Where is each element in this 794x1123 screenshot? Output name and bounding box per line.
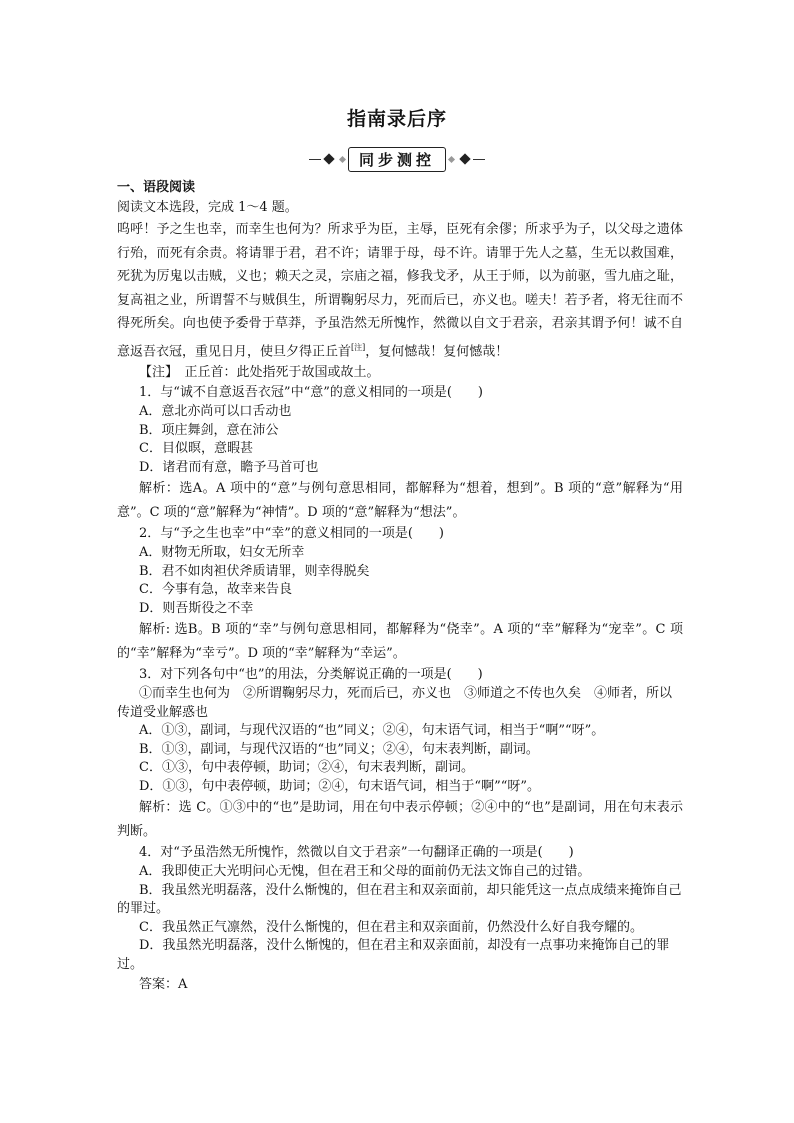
option-b: B．我虽然光明磊落，没什么惭愧的，但在君主和双亲面前，却只能凭这一点点成绩来掩饰自己的罪过。 <box>117 882 682 917</box>
option-b: B．①③，副词，与现代汉语的“也”同义；②④，句末表判断，副词。 <box>139 741 539 757</box>
question-stem: 1．与“诚不自意返吾衣冠”中“意”的意义相同的一项是( ) <box>139 385 483 401</box>
question-1 <box>117 383 683 524</box>
banner-label: 同步测控 <box>348 147 446 172</box>
page-title: 指南录后序 <box>346 108 447 130</box>
question-stem: 4．对“予虽浩然无所愧怍，然微以自文于君亲”一句翻译正确的一项是( ) <box>139 845 574 861</box>
option-b: B．项庄舞剑，意在沛公 <box>139 422 279 438</box>
option-c: C．①③，句中表停顿，助词；②④，句末表判断，副词。 <box>139 760 474 776</box>
footnote: 【注】 正丘首：此处指死于故国或故土。 <box>139 365 380 381</box>
section-heading: 一、语段阅读 <box>117 180 196 195</box>
answer: 答案：A <box>139 977 188 993</box>
analysis: 解析：选A。A 项中的“意”与例句意思相同，都解释为“想着，想到”。B 项的“意”解释为“用意”。C 项的“意”解释为“神情”。D 项的“意”解释为“想法”。 <box>117 481 683 520</box>
section-banner <box>0 146 794 172</box>
content-body <box>117 178 683 995</box>
option-a: A．①③，副词，与现代汉语的“也”同义；②④，句末语气词，相当于“啊”“呀”。 <box>139 723 605 739</box>
question-2 <box>117 524 683 665</box>
question-3 <box>117 665 683 843</box>
small-diamond-icon <box>339 155 346 162</box>
question-4 <box>117 843 683 995</box>
option-c: C．目似暝，意暇甚 <box>139 441 253 457</box>
diamond-icon <box>459 153 470 164</box>
small-diamond-icon <box>448 155 455 162</box>
analysis: 解析：选 C。①③中的“也”是助词，用在句中表示停顿；②④中的“也”是副词，用在句末表示判断。 <box>117 800 683 839</box>
option-c: C．我虽然正气凛然，没什么惭愧的，但在君主和双亲面前，仍然没什么好自我夸耀的。 <box>139 919 643 935</box>
instruction: 阅读文本选段，完成 1～4 题。 <box>117 200 298 215</box>
option-b: B．君不如肉袒伏斧质请罪，则幸得脱矣 <box>139 563 370 579</box>
reading-passage <box>117 218 683 363</box>
option-a: A．我即使正大光明问心无愧，但在君王和父母的面前仍无法文饰自己的过错。 <box>139 864 591 880</box>
option-a: A．意北亦尚可以口舌动也 <box>139 404 292 420</box>
option-d: D．诸君而有意，瞻予马首可也 <box>139 459 319 475</box>
analysis: 解析: 选B。B 项的“幸”与例句意思相同，都解释为“侥幸”。A 项的“幸”解释为“宠幸”。C 项的“幸”解释为“幸亏”。D 项的“幸”解释为“幸运”。 <box>117 622 683 661</box>
option-d: D．①③，句中表停顿，助词；②④，句末语气词，相当于“啊”“呀”。 <box>139 778 541 794</box>
passage-text: 呜呼！予之生也幸，而幸生也何为？所求乎为臣，主辱，臣死有余僇；所求乎为子，以父母之遗体行殆，而死有余责。将请罪于君，君不许；请罪于母，母不许。请罪于先人之墓，生无以救国难，死犹为厉鬼以击贼，义也；赖天之灵，宗庙之福，修我戈矛，从王于师，以为前驱，雪九庙之耻，复高祖之业，所谓誓不与贼俱生，所谓鞠躬尽力，死而后已，亦义也。嗟夫！若予者，将无往而不得死所矣。向也使予委骨于草莽，予虽浩然无所愧怍，然微以自文于君亲，君亲其谓予何！诚不自意返吾衣冠，重见日月，使旦夕得正丘首 <box>117 222 683 359</box>
option-c: C．今事有急，故幸来告良 <box>139 582 292 598</box>
note-marker: [注] <box>351 342 366 352</box>
passage-end: ，复何憾哉！复何憾哉！ <box>365 343 509 359</box>
banner-line-right <box>473 159 485 160</box>
question-stem: 2．与“予之生也幸”中“幸”的意义相同的一项是( ) <box>139 526 444 542</box>
option-d: D．则吾斯役之不幸 <box>139 600 254 616</box>
option-d: D．我虽然光明磊落，没什么惭愧的，但在君主和双亲面前，却没有一点事功来掩饰自己的罪过。 <box>117 938 670 972</box>
diamond-icon <box>323 153 334 164</box>
example-sentences: ①而幸生也何为 ②所谓鞠躬尽力，死而后已，亦义也 ③师道之不传也久矣 ④师者，所以传道受业解惑也 <box>117 686 673 720</box>
question-stem: 3．对下列各句中“也”的用法，分类解说正确的一项是( ) <box>139 667 483 683</box>
banner-line-left <box>309 159 321 160</box>
option-a: A．财物无所取，妇女无所幸 <box>139 545 305 561</box>
